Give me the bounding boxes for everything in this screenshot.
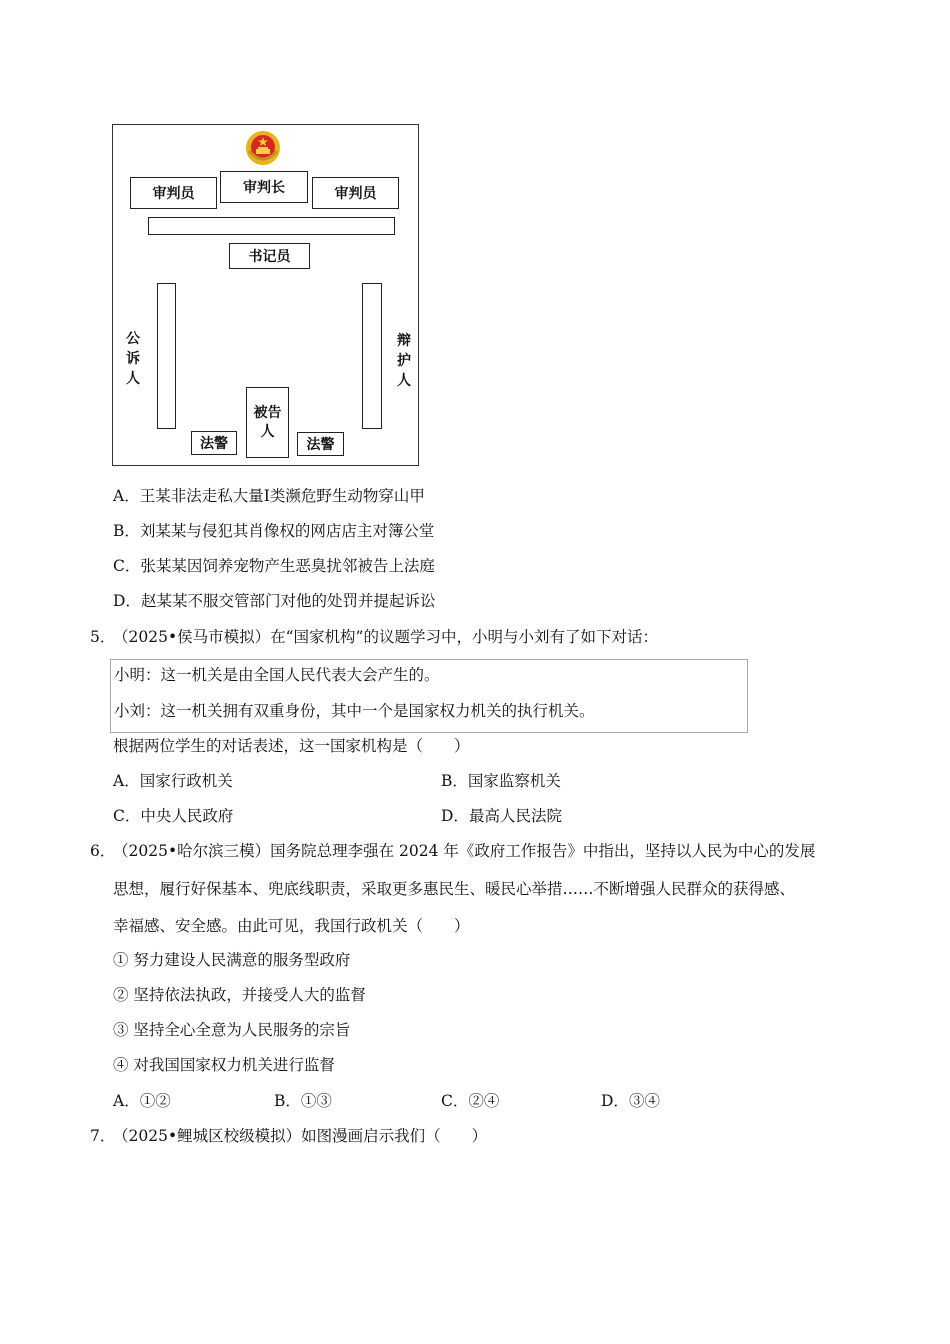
chief-judge-seat: 审判长 bbox=[220, 171, 308, 203]
q6-option-c: C．②④ bbox=[441, 1092, 500, 1110]
courtroom-diagram bbox=[112, 124, 419, 466]
q5-question: 根据两位学生的对话表述，这一国家机构是（ ） bbox=[113, 737, 470, 755]
q6-number: 6． bbox=[90, 842, 116, 860]
q6-option-d: D．③④ bbox=[601, 1092, 660, 1110]
q5-dialog-line-2: 小刘：这一机关拥有双重身份，其中一个是国家权力机关的执行机关。 bbox=[114, 702, 595, 720]
q4-option-b: B．刘某某与侵犯其肖像权的网店店主对簿公堂 bbox=[113, 522, 435, 540]
national-emblem-icon bbox=[244, 129, 282, 167]
q6-stem-line-1: （2025•哈尔滨三模）国务院总理李强在 2024 年《政府工作报告》中指出，坚持以人民为中心的发展 bbox=[113, 842, 816, 860]
q4-option-a: A．王某非法走私大量Ⅰ类濒危野生动物穿山甲 bbox=[113, 487, 425, 505]
q7-number: 7． bbox=[90, 1127, 116, 1145]
judge-bench bbox=[148, 217, 395, 235]
bailiff-right-seat: 法警 bbox=[297, 432, 344, 456]
q6-option-b: B．①③ bbox=[274, 1092, 332, 1110]
q6-stem-line-3: 幸福感、安全感。由此可见，我国行政机关（ ） bbox=[113, 917, 470, 935]
q5-stem: （2025•侯马市模拟）在“国家机构”的议题学习中，小明与小刘有了如下对话： bbox=[113, 628, 658, 646]
judge-left-seat: 审判员 bbox=[130, 177, 217, 209]
q6-statement-1: ① 努力建设人民满意的服务型政府 bbox=[113, 951, 351, 969]
judge-right-seat: 审判员 bbox=[312, 177, 399, 209]
defense-label: 辩护人 bbox=[397, 333, 411, 389]
bailiff-left-seat: 法警 bbox=[191, 431, 237, 455]
q5-option-a: A．国家行政机关 bbox=[113, 772, 233, 790]
q6-statement-3: ③ 坚持全心全意为人民服务的宗旨 bbox=[113, 1021, 351, 1039]
defense-table bbox=[362, 283, 382, 429]
q5-number: 5． bbox=[90, 628, 116, 646]
q6-statement-2: ② 坚持依法执政，并接受人大的监督 bbox=[113, 986, 366, 1004]
q5-dialog-line-1: 小明：这一机关是由全国人民代表大会产生的。 bbox=[114, 666, 440, 684]
q7-stem: （2025•鲤城区校级模拟）如图漫画启示我们（ ） bbox=[113, 1127, 488, 1145]
q4-option-d: D．赵某某不服交管部门对他的处罚并提起诉讼 bbox=[113, 592, 436, 610]
prosecutor-label: 公诉人 bbox=[126, 331, 140, 387]
q4-option-c: C．张某某因饲养宠物产生恶臭扰邻被告上法庭 bbox=[113, 557, 435, 575]
q6-option-a: A．①② bbox=[113, 1092, 171, 1110]
defendant-seat: 被告人 bbox=[246, 387, 289, 458]
q5-option-d: D．最高人民法院 bbox=[441, 807, 562, 825]
q6-statement-4: ④ 对我国国家权力机关进行监督 bbox=[113, 1056, 335, 1074]
q5-option-b: B．国家监察机关 bbox=[441, 772, 561, 790]
q5-option-c: C．中央人民政府 bbox=[113, 807, 234, 825]
prosecutor-table bbox=[157, 283, 176, 429]
q6-stem-line-2: 思想，履行好保基本、兜底线职责，采取更多惠民生、暖民心举措……不断增强人民群众的获得感、 bbox=[113, 880, 796, 898]
clerk-seat: 书记员 bbox=[229, 243, 310, 269]
